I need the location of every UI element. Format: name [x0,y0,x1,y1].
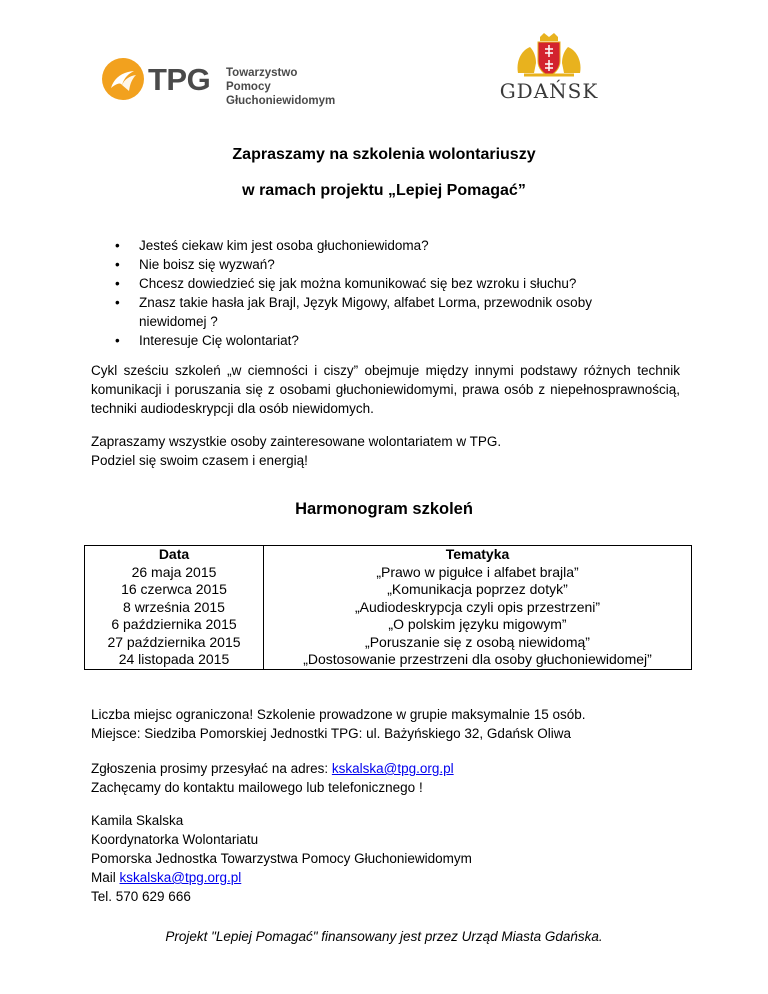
table-cell-date: 26 maja 2015 [131,563,217,580]
table-cell-topic: „Prawo w pigułce i alfabet brajla” [376,563,579,580]
gdansk-logo [496,33,602,105]
table-cell-topic: „Audiodeskrypcja czyli opis przestrzeni” [354,598,601,615]
table-cell-date: 6 października 2015 [111,616,237,632]
table-cell-date: 24 listopada 2015 [118,651,230,667]
tpg-fullname: Towarzystwo Pomocy Głuchoniewidomym [226,67,336,107]
gdansk-crest-icon [514,33,584,79]
contact-role: Koordynatorka Wolontariatu [91,832,259,847]
schedule-table [84,545,692,670]
column-header-date: Data [158,546,190,562]
contact-phone: Tel. 570 629 666 [91,889,191,904]
topic-column [264,546,692,670]
gdansk-wordmark: GDAŃSK [499,79,599,103]
schedule-heading: Harmonogram szkoleń [295,500,473,518]
venue-text: Miejsce: Siedziba Pomorskiej Jednostki TPG: ul. Bażyńskiego 32, Gdańsk Oliwa [91,726,571,741]
details-block [91,705,586,743]
tpg-wordmark: TPG [148,62,211,97]
invite-paragraph: Zapraszamy wszystkie osoby zainteresowane wolontariatem w TPG. Podziel się swoim czasem i energią! [91,434,502,468]
contact-name: Kamila Skalska [91,813,184,828]
table-cell-topic: „Komunikacja poprzez dotyk” [387,581,568,597]
table-cell-date: 27 października 2015 [107,633,241,650]
contact-organization: Pomorska Jednostka Towarzystwa Pomocy Głuchoniewidomym [91,851,472,866]
email-link[interactable]: kskalska@tpg.org.pl [331,761,454,776]
column-header-topic: Tematyka [445,546,510,562]
tpg-emblem-icon [102,58,144,100]
contact-block: Kamila Skalska Koordynatorka Wolontariatu Pomorska Jednostka Towarzystwa Pomocy Głuchoniewidomym Mail kskalska@tpg.org.pl Tel. 570 629 666 [91,813,472,904]
date-column [85,546,264,670]
intro-paragraph: Cykl sześciu szkoleń „w ciemności i ciszy” obejmuje między innymi podstawy różnych technik komunikacji i poruszania się z osobami głuchoniewidomymi, prawa osób z niepełnosprawnością, techniki audiodeskrypcji dla osób niewidomych. [91,363,680,416]
table-cell-topic: „Poruszanie się z osobą niewidomą” [365,633,590,650]
encourage-text: Zachęcamy do kontaktu mailowego lub telefonicznego ! [91,780,423,795]
table-cell-date: 16 czerwca 2015 [121,581,227,597]
table-cell-topic: „O polskim języku migowym” [388,616,567,632]
list-item: • Nie boisz się wyzwań? [91,255,611,274]
table-cell-topic: „Dostosowanie przestrzeni dla osoby głuchoniewidomej” [303,651,652,667]
tpg-logo [102,58,342,107]
page-title: Zapraszamy na szkolenia wolontariuszy [232,146,536,163]
page-subtitle: w ramach projektu „Lepiej Pomagać” [242,182,526,199]
table-cell-date: 8 września 2015 [123,598,225,615]
question-list [91,236,611,350]
application-block: Zgłoszenia prosimy przesyłać na adres: kskalska@tpg.org.pl Zachęcamy do kontaktu mailowego lub telefonicznego ! [91,761,454,795]
list-item: • Jesteś ciekaw kim jest osoba głuchoniewidoma? [91,236,611,255]
funding-footer: Projekt "Lepiej Pomagać" finansowany jest przez Urząd Miasta Gdańska. [165,929,603,944]
places-limit-text: Liczba miejsc ograniczona! Szkolenie prowadzone w grupie maksymalnie 15 osób. [91,707,586,722]
contact-email-link[interactable]: kskalska@tpg.org.pl [119,870,242,885]
list-item: • Chcesz dowiedzieć się jak można komunikować się bez wzroku i słuchu? [91,274,611,293]
list-item: • Znasz takie hasła jak Brajl, Język Migowy, alfabet Lorma, przewodnik osoby niewidomej ? [91,293,611,331]
list-item: • Interesuje Cię wolontariat? [91,331,611,350]
